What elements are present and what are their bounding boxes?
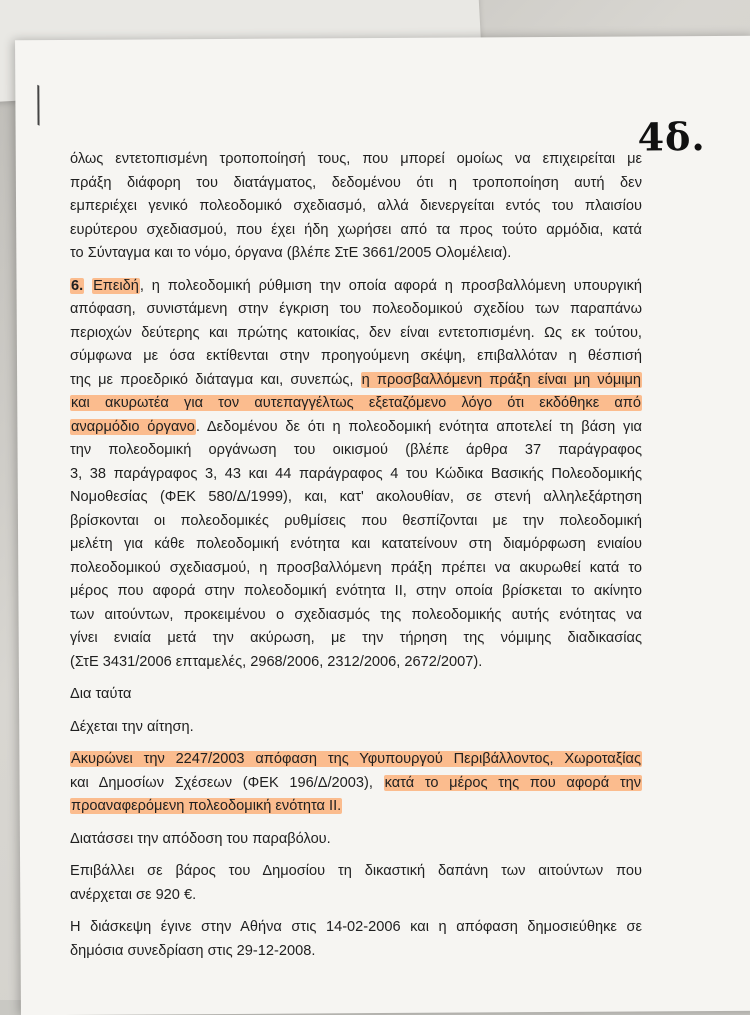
- text-line: ευρύτερου σχεδιασμού, που έχει ήδη χωρήσει από τα προς τούτο αρμόδια, κατά: [70, 221, 642, 238]
- text-line: γίνει ενιαία μετά την ακύρωση, με την τήρηση της νόμιμης διαδικασίας: [70, 630, 642, 646]
- text-line: [70, 772, 642, 796]
- text-line: [70, 748, 642, 772]
- document-body: [70, 148, 642, 972]
- text-line: των αιτούντων, προκειμένου ο σχεδιασμός της πολεοδομικής αυτής ενότητας να: [70, 606, 642, 623]
- handwritten-page-number: 4δ.: [637, 114, 706, 160]
- text-line: πολεοδομικού σχεδιασμού, η προσβαλλόμενη πράξη πρέπει να ακυρωθεί κατά το: [70, 559, 642, 576]
- diaskepsi-paragraph: [70, 916, 642, 963]
- highlighted-text: προαναφερόμενη πολεοδομική ενότητα ΙΙ.: [71, 798, 342, 814]
- text-line: ανέρχεται σε 920 €.: [70, 886, 197, 903]
- text-line: απόφαση, συνιστάμενη στην έγκριση του πολεοδομικού σχεδίου των παραπάνω: [70, 301, 642, 317]
- highlighted-text: αναρμόδιο όργανο: [71, 418, 195, 435]
- text-fragment: της με προεδρικό διάταγμα και, συνεπώς,: [70, 371, 361, 388]
- text-line: [70, 392, 642, 416]
- dia-tauta: [70, 683, 642, 707]
- page-fold-mark: [15, 75, 39, 126]
- text-line: πράξη διάφορη του διατάγματος, δεδομένου ότι η τροποποίηση αυτή δεν: [70, 174, 642, 191]
- text-line: [70, 275, 642, 299]
- epivallei-paragraph: [70, 860, 642, 907]
- highlighted-text: κατά το μέρος της που αφορά την: [384, 774, 641, 791]
- highlighted-text: Ακυρώνει την 2247/2003 απόφαση της Υφυπουργού Περιβάλλοντος, Χωροταξίας: [71, 751, 641, 767]
- paragraph-number: 6.: [71, 277, 84, 294]
- highlighted-text: η προσβαλλόμενη πράξη είναι μη νόμιμη: [361, 371, 642, 388]
- text-line: [70, 416, 642, 440]
- text-line: [70, 369, 642, 393]
- text-line: όλως εντετοπισμένη τροποποίησή τους, που μπορεί ομοίως να επιχειρείται με: [70, 151, 642, 167]
- paragraph-6: [70, 275, 642, 675]
- highlighted-text: Επειδή: [93, 277, 139, 294]
- text-fragment: , η πολεοδομική ρύθμιση την οποία αφορά η προσβαλλόμενη υπουργική: [139, 277, 642, 294]
- text-line: Δέχεται την αίτηση.: [70, 718, 194, 735]
- text-line: περιοχών δεύτερης και πρώτης κατοικίας, δεν είναι εντετοπισμένη. Ως εκ τούτου,: [70, 324, 642, 341]
- paragraph-continuation: [70, 148, 642, 266]
- text-line: Δια ταύτα: [70, 686, 132, 702]
- text-line: Διατάσσει την απόδοση του παραβόλου.: [70, 830, 331, 847]
- text-line: [70, 795, 642, 819]
- diatassei-paragraph: [70, 828, 642, 852]
- highlighted-text: και ακυρωτέα για τον αυτεπαγγέλτως εξεταζόμενο λόγο ότι εκδόθηκε από: [71, 395, 641, 411]
- text-line: σύμφωνα με όσα εκτίθενται στην προηγούμενη σκέψη, επιβαλλόταν η θέσπισή: [70, 348, 642, 364]
- text-line: εμπεριέχει γενικό πολεοδομικό σχεδιασμό, αλλά διενεργείται εντός του πλαισίου: [70, 198, 642, 214]
- text-line: (ΣτΕ 3431/2006 επταμελές, 2968/2006, 2312/2006, 2672/2007).: [70, 653, 483, 670]
- text-line: μέρος που αφορά στην πολεοδομική ενότητα ΙΙ, στην οποία βρίσκεται το ακίνητο: [70, 583, 642, 599]
- text-line: Η διάσκεψη έγινε στην Αθήνα στις 14-02-2006 και η απόφαση δημοσιεύθηκε σε: [70, 919, 642, 935]
- text-line: 3, 38 παράγραφος 3, 43 και 44 παράγραφος 4 του Κώδικα Βασικής Πολεοδομικής: [70, 465, 642, 482]
- text-line: Επιβάλλει σε βάρος του Δημοσίου τη δικαστική δαπάνη των αιτούντων που: [70, 863, 642, 879]
- text-line: την πολεοδομική οργάνωση του οικισμού (βλέπε άρθρα 37 παράγραφος: [70, 442, 642, 458]
- text-line: δημόσια συνεδρίαση στις 29-12-2008.: [70, 942, 316, 959]
- akyronei-paragraph: [70, 748, 642, 819]
- text-line: βρίσκονται οι πολεοδομικές ρυθμίσεις που θεσπίζονται με την πολεοδομική: [70, 512, 642, 529]
- text-line: μελέτη για κάθε πολεοδομική ενότητα και κατατείνουν στη διαμόρφωση ενιαίου: [70, 536, 642, 552]
- dechetai-aitisi: [70, 716, 642, 740]
- text-line: το Σύνταγμα και το νόμο, όργανα (βλέπε ΣτΕ 3661/2005 Ολομέλεια).: [70, 245, 512, 261]
- text-fragment: . Δεδομένου δε ότι η πολεοδομική ενότητα αποτελεί τη βάση για: [195, 418, 642, 435]
- text-line: Νομοθεσίας (ΦΕΚ 580/Δ/1999), και, κατ' ακολουθίαν, σε στενή αλληλεξάρτηση: [70, 489, 642, 505]
- text-fragment: και Δημοσίων Σχέσεων (ΦΕΚ 196/Δ/2003),: [70, 774, 384, 791]
